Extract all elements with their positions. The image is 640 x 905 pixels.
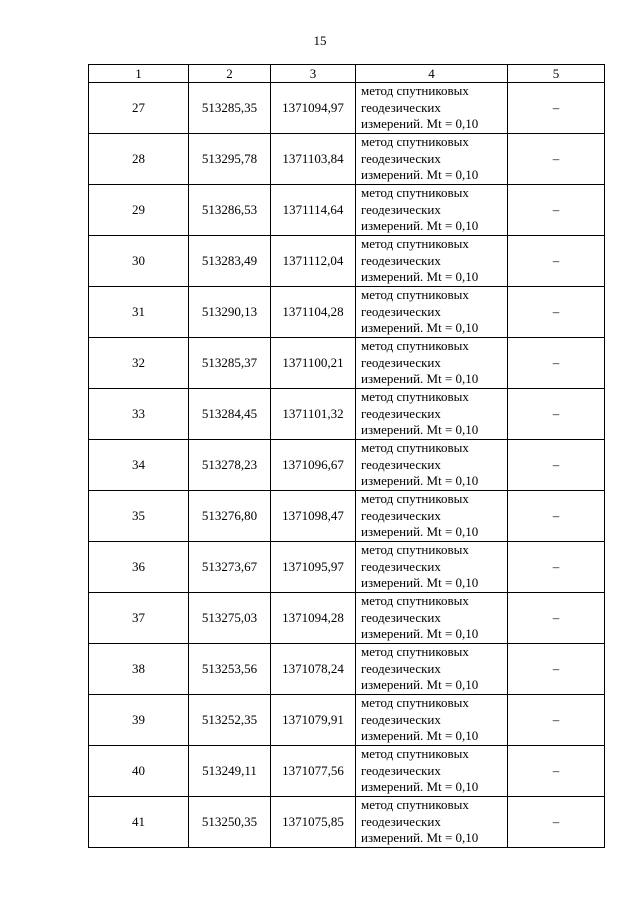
method-text-line: измерений. Mt = 0,10	[361, 167, 479, 183]
method-text-line: измерений. Mt = 0,10	[361, 218, 479, 234]
x-coordinate-cell: 513275,03	[189, 593, 271, 644]
note-cell: –	[508, 83, 605, 134]
note-cell: –	[508, 746, 605, 797]
method-text-line: геодезических	[361, 303, 441, 319]
method-text-line: измерений. Mt = 0,10	[361, 371, 479, 387]
x-coordinate-cell: 513290,13	[189, 287, 271, 338]
y-coordinate-cell: 1371094,97	[271, 83, 356, 134]
x-coordinate-cell: 513285,37	[189, 338, 271, 389]
method-text-line: метод спутниковых	[361, 593, 469, 609]
method-text-line: метод спутниковых	[361, 236, 469, 252]
method-text-line: метод спутниковых	[361, 389, 469, 405]
method-cell	[356, 746, 508, 797]
y-coordinate-cell: 1371100,21	[271, 338, 356, 389]
x-coordinate-cell: 513276,80	[189, 491, 271, 542]
method-cell	[356, 389, 508, 440]
y-coordinate-cell: 1371095,97	[271, 542, 356, 593]
point-number-cell: 34	[89, 440, 189, 491]
method-cell	[356, 440, 508, 491]
page-number: 15	[313, 33, 327, 48]
table-row	[89, 542, 605, 593]
point-number-cell: 30	[89, 236, 189, 287]
note-cell: –	[508, 491, 605, 542]
table-row	[89, 746, 605, 797]
point-number-cell: 33	[89, 389, 189, 440]
method-cell	[356, 797, 508, 848]
note-cell: –	[508, 134, 605, 185]
point-number-cell: 31	[89, 287, 189, 338]
y-coordinate-cell: 1371098,47	[271, 491, 356, 542]
y-coordinate-cell: 1371103,84	[271, 134, 356, 185]
method-text-line: измерений. Mt = 0,10	[361, 626, 479, 642]
y-coordinate-cell: 1371101,32	[271, 389, 356, 440]
point-number-cell: 37	[89, 593, 189, 644]
method-text-line: метод спутниковых	[361, 644, 469, 660]
method-cell	[356, 236, 508, 287]
method-text-line: геодезических	[361, 201, 441, 217]
point-number-cell: 35	[89, 491, 189, 542]
point-number-cell: 32	[89, 338, 189, 389]
header-col-1: 1	[89, 65, 189, 83]
header-col-2: 2	[189, 65, 271, 83]
method-text-line: геодезических	[361, 660, 441, 676]
note-cell: –	[508, 593, 605, 644]
method-text-line: измерений. Mt = 0,10	[361, 575, 479, 591]
method-text-line: геодезических	[361, 507, 441, 523]
method-text-line: геодезических	[361, 354, 441, 370]
method-text-line: метод спутниковых	[361, 695, 469, 711]
method-text-line: метод спутниковых	[361, 185, 469, 201]
table-row	[89, 338, 605, 389]
method-text-line: измерений. Mt = 0,10	[361, 524, 479, 540]
y-coordinate-cell: 1371114,64	[271, 185, 356, 236]
y-coordinate-cell: 1371096,67	[271, 440, 356, 491]
method-text-line: измерений. Mt = 0,10	[361, 779, 479, 795]
header-col-3: 3	[271, 65, 356, 83]
y-coordinate-cell: 1371112,04	[271, 236, 356, 287]
method-cell	[356, 83, 508, 134]
note-cell: –	[508, 542, 605, 593]
note-cell: –	[508, 440, 605, 491]
method-text-line: измерений. Mt = 0,10	[361, 422, 479, 438]
point-number-cell: 27	[89, 83, 189, 134]
note-cell: –	[508, 185, 605, 236]
note-cell: –	[508, 338, 605, 389]
coordinates-table	[88, 64, 605, 848]
method-text-line: метод спутниковых	[361, 746, 469, 762]
method-text-line: измерений. Mt = 0,10	[361, 269, 479, 285]
x-coordinate-cell: 513295,78	[189, 134, 271, 185]
note-cell: –	[508, 695, 605, 746]
note-cell: –	[508, 287, 605, 338]
method-text-line: метод спутниковых	[361, 338, 469, 354]
table-row	[89, 644, 605, 695]
method-text-line: измерений. Mt = 0,10	[361, 473, 479, 489]
x-coordinate-cell: 513249,11	[189, 746, 271, 797]
x-coordinate-cell: 513273,67	[189, 542, 271, 593]
x-coordinate-cell: 513284,45	[189, 389, 271, 440]
method-text-line: метод спутниковых	[361, 440, 469, 456]
point-number-cell: 39	[89, 695, 189, 746]
x-coordinate-cell: 513250,35	[189, 797, 271, 848]
method-text-line: геодезических	[361, 405, 441, 421]
x-coordinate-cell: 513286,53	[189, 185, 271, 236]
x-coordinate-cell: 513252,35	[189, 695, 271, 746]
header-col-5: 5	[508, 65, 605, 83]
method-text-line: метод спутниковых	[361, 287, 469, 303]
y-coordinate-cell: 1371078,24	[271, 644, 356, 695]
table-row	[89, 389, 605, 440]
method-text-line: геодезических	[361, 813, 441, 829]
table-row	[89, 440, 605, 491]
method-cell	[356, 542, 508, 593]
method-cell	[356, 644, 508, 695]
point-number-cell: 40	[89, 746, 189, 797]
method-text-line: геодезических	[361, 558, 441, 574]
table-row	[89, 695, 605, 746]
method-text-line: геодезических	[361, 99, 441, 115]
x-coordinate-cell: 513278,23	[189, 440, 271, 491]
y-coordinate-cell: 1371104,28	[271, 287, 356, 338]
table-row	[89, 236, 605, 287]
method-cell	[356, 185, 508, 236]
y-coordinate-cell: 1371075,85	[271, 797, 356, 848]
method-text-line: метод спутниковых	[361, 83, 469, 99]
method-cell	[356, 134, 508, 185]
x-coordinate-cell: 513283,49	[189, 236, 271, 287]
header-col-4: 4	[356, 65, 508, 83]
note-cell: –	[508, 644, 605, 695]
method-cell	[356, 338, 508, 389]
method-text-line: геодезических	[361, 711, 441, 727]
method-text-line: геодезических	[361, 252, 441, 268]
note-cell: –	[508, 389, 605, 440]
method-text-line: измерений. Mt = 0,10	[361, 728, 479, 744]
method-text-line: геодезических	[361, 762, 441, 778]
method-text-line: геодезических	[361, 150, 441, 166]
table-row	[89, 491, 605, 542]
table-row	[89, 797, 605, 848]
point-number-cell: 41	[89, 797, 189, 848]
method-text-line: измерений. Mt = 0,10	[361, 677, 479, 693]
point-number-cell: 28	[89, 134, 189, 185]
x-coordinate-cell: 513253,56	[189, 644, 271, 695]
method-cell	[356, 695, 508, 746]
method-text-line: метод спутниковых	[361, 491, 469, 507]
point-number-cell: 36	[89, 542, 189, 593]
method-text-line: измерений. Mt = 0,10	[361, 320, 479, 336]
table-row	[89, 134, 605, 185]
method-text-line: измерений. Mt = 0,10	[361, 830, 479, 846]
table-body	[89, 83, 605, 848]
table-row	[89, 593, 605, 644]
y-coordinate-cell: 1371079,91	[271, 695, 356, 746]
method-text-line: метод спутниковых	[361, 797, 469, 813]
header-row	[89, 65, 605, 83]
y-coordinate-cell: 1371094,28	[271, 593, 356, 644]
method-cell	[356, 287, 508, 338]
method-cell	[356, 491, 508, 542]
y-coordinate-cell: 1371077,56	[271, 746, 356, 797]
note-cell: –	[508, 797, 605, 848]
method-text-line: метод спутниковых	[361, 134, 469, 150]
table-row	[89, 185, 605, 236]
point-number-cell: 29	[89, 185, 189, 236]
table-row	[89, 83, 605, 134]
point-number-cell: 38	[89, 644, 189, 695]
method-text-line: геодезических	[361, 609, 441, 625]
method-cell	[356, 593, 508, 644]
method-text-line: геодезических	[361, 456, 441, 472]
method-text-line: метод спутниковых	[361, 542, 469, 558]
x-coordinate-cell: 513285,35	[189, 83, 271, 134]
table-row	[89, 287, 605, 338]
method-text-line: измерений. Mt = 0,10	[361, 116, 479, 132]
note-cell: –	[508, 236, 605, 287]
